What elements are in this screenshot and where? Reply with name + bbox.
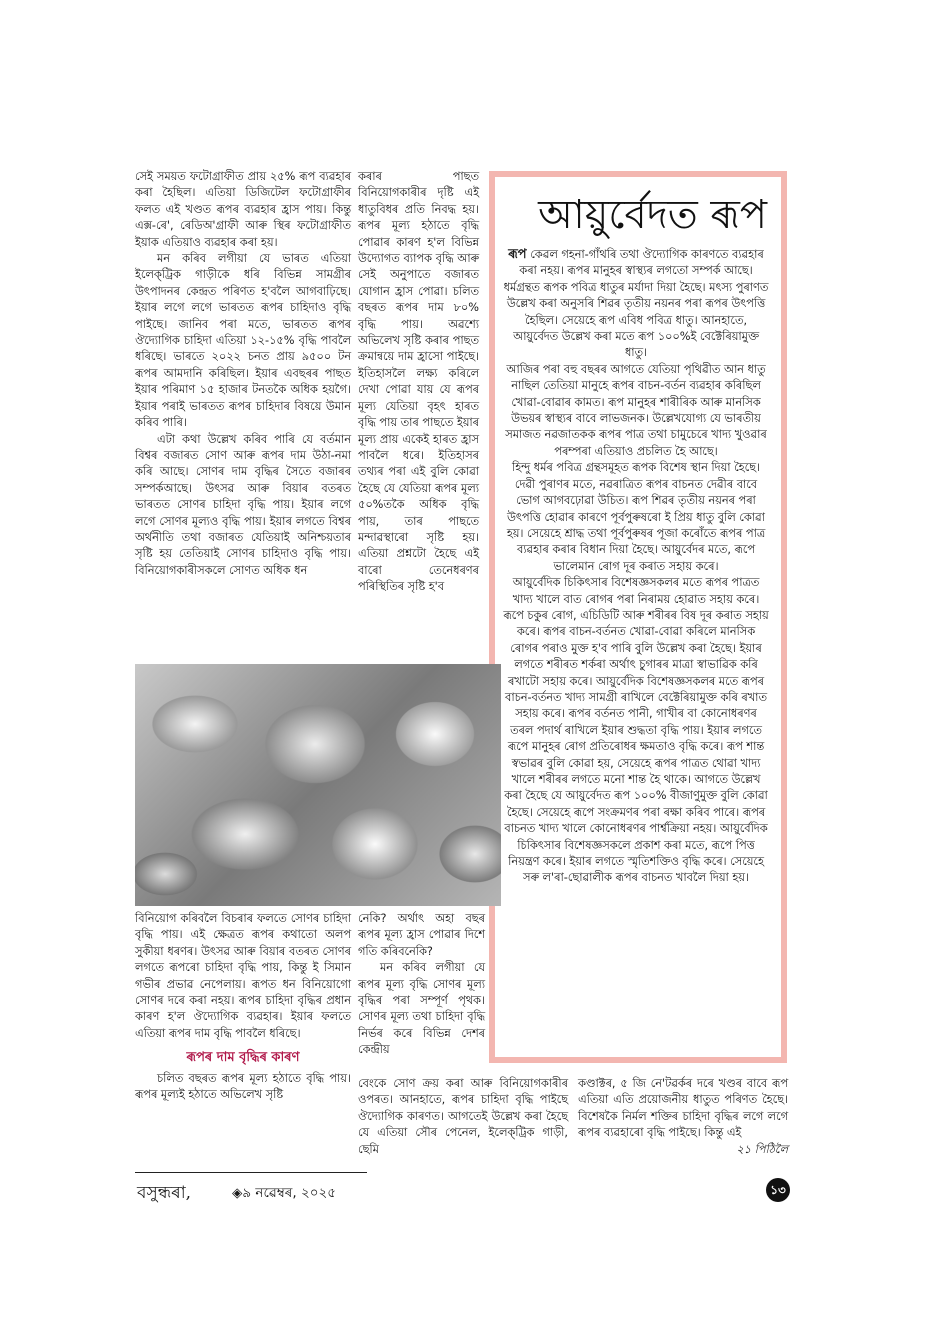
- paragraph: কৰাৰ পাছত বিনিয়োগকাৰীৰ দৃষ্টি এই ধাতুবিধৰ প্ৰতি নিবদ্ধ হয়। ৰূপৰ মূল্য হঠাতে বৃদ্ধি পোৱাৰ কাৰণ হ'ল বিভিন্ন উদ্যোগত ব্যাপক বৃদ্ধি আৰু সেই অনুপাতে বজাৰত যোগান হ্ৰাস পোৱা। চলিত বছৰত ৰূপৰ দাম ৮০% বৃদ্ধি পায়। অৱশ্যে অভিলেখ সৃষ্টি কৰাৰ পাছত ক্ৰমান্বয়ে দাম হ্ৰাসো পাইছে। ইতিহাসলৈ লক্ষ্য কৰিলে দেখা পোৱা যায় যে ৰূপৰ মূল্য যেতিয়া বৃহৎ হাৰত বৃদ্ধি পায় তাৰ পাছতে ইয়াৰ মূল্য প্ৰায় একেই হাৰত হ্ৰাস পাবলৈ ধৰে। ইতিহাসৰ তথ্যৰ পৰা এই বুলি কোৱা হৈছে যে যেতিয়া ৰূপৰ মূল্য ৫০%তকৈ অধিক বৃদ্ধি পায়, তাৰ পাছতে মন্দাৱস্থাৰো সৃষ্টি হয়। এতিয়া প্ৰশ্নটো হৈছে এই বাৰো তেনেধৰণৰ পৰিস্থিতিৰ সৃষ্টি হ'ব: [358, 170, 479, 594]
- paragraph: কণ্ডাক্টৰ, ৫ জি নে'টৱৰ্কৰ দৰে খণ্ডৰ বাবে ৰূপ এতিয়া এতি প্ৰয়োজনীয় ধাতুত পৰিণত হৈছে। বিশেষকৈ নিৰ্মল শক্তিৰ চাহিদা বৃদ্ধিৰ লগে লগে ৰূপৰ ব্যৱহাৰো বৃদ্ধি পাইছে। কিন্তু এই ২১ পিঠিলৈ: [578, 1076, 788, 1142]
- paragraph: আজিৰ পৰা বহু বছৰৰ আগতে যেতিয়া পৃথিৱীত আন ধাতু নাছিল তেতিয়া মানুহে ৰূপৰ বাচন-বৰ্তন ব্যৱহাৰ কৰিছিল খোৱা-বোৱাৰ কামত। ৰূপ মানুহৰ শাৰীৰিক আৰু মানসিক উভয়ৰ স্বাস্থ্যৰ বাবে লাভজনক। উল্লেখযোগ্য যে ভাৰতীয় সমাজত নৱজাতকক ৰূপৰ পাত্ৰ তথা চামুচেৰে খাদ্য খুওৱাৰ পৰম্পৰা এতিয়াও প্ৰচলিত হৈ আছে।: [505, 362, 767, 458]
- paragraph: বেংকে সোণ ক্ৰয় কৰা আৰু বিনিয়োগকাৰীৰ ওপৰত। আনহাতে, ৰূপৰ চাহিদা বৃদ্ধি পাইছে ঔদ্যোগিক কাৰণত। আগতেই উল্লেখ কৰা হৈছে যে এতিয়া সৌৰ পেনেল, ইলেক্‌ট্ৰিক গাড়ী, ছেমি: [358, 1077, 568, 1156]
- paragraph: আয়ুৰ্বেদিক চিকিৎসাৰ বিশেষজ্ঞসকলৰ মতে ৰূপৰ পাত্ৰত খাদ্য খালে বাত ৰোগৰ পৰা নিৰাময় হোৱাত সহায় কৰে। ৰূপে চকুৰ ৰোগ, এচিডিটি আৰু শৰীৰৰ বিষ দূৰ কৰাত সহায় কৰে। ৰূপৰ বাচন-বৰ্তনত খোৱা-বোৱা কৰিলে মানসিক ৰোগৰ পৰাও মুক্ত হ'ব পাৰি বুলি উল্লেখ কৰা হৈছে। ইয়াৰ লগতে শৰীৰত শৰ্কৰা অৰ্থাৎ চুগাৰৰ মাত্ৰা স্বাভাৱিক কৰি ৰখাটো সহায় কৰে। আয়ুৰ্বেদিক বিশেষজ্ঞসকলৰ মতে ৰূপৰ বাচন-বৰ্তনত খাদ্য সামগ্ৰী ৰাখিলে বেক্টেৰিয়ামুক্ত কৰি ৰখাত সহায় কৰে। ৰূপৰ বৰ্তনত পানী, গাখীৰ বা কোনোধৰণৰ তৰল পদাৰ্থ ৰাখিলে ইয়াৰ শুদ্ধতা বৃদ্ধি পায়। ইয়াৰ লগতে ৰূপে মানুহৰ ৰোগ প্ৰতিৰোধৰ ক্ষমতাও বৃদ্ধি কৰে। ৰূপ শান্ত স্বভাৱৰ বুলি কোৱা হয়, সেয়েহে ৰূপৰ পাত্ৰত থোৱা খাদ্য খালে শৰীৰৰ লগতে মনো শান্ত হৈ থাকে। আগতে উল্লেখ কৰা হৈছে যে আয়ুৰ্বেদত ৰূপ ১০০% বীজাণুমুক্ত বুলি কোৱা হৈছে। সেয়েহে ৰূপে সংক্ৰমণৰ পৰা ৰক্ষা কৰিব পাৰে। ৰূপৰ বাচনত খাদ্য খালে কোনোধৰণৰ পাৰ্শ্বক্ৰিয়া নহয়। আয়ুৰ্বেদিক চিকিৎসাৰ বিশেষজ্ঞসকলে প্ৰকাশ কৰা মতে, ৰূপে পিত্ত নিয়ন্ত্ৰণ কৰে। ইয়াৰ লগতে স্মৃতিশক্তিও বৃদ্ধি কৰে। সেয়েহে সৰু ল'ৰা-ছোৱালীক ৰূপৰ বাচনত খাবলৈ দিয়া হয়।: [503, 576, 769, 885]
- sidebar-title: আয়ুৰ্বেদত ৰূপ: [538, 192, 767, 238]
- subheading: ৰূপৰ দাম বৃদ্ধিৰ কাৰণ: [186, 1050, 300, 1066]
- page-number: ১৩: [766, 1178, 790, 1202]
- paragraph: হিন্দু ধৰ্মৰ পবিত্ৰ গ্ৰন্থসমূহত ৰূপক বিশেষ স্থান দিয়া হৈছে। দেৱী পুৰাণৰ মতে, নৱৰাত্ৰিত ৰূপৰ বাচনত দেৱীৰ বাবে ভোগ আগবঢ়োৱা উচিত। ৰূপ শিৱৰ তৃতীয় নয়নৰ পৰা উৎপত্তি হোৱাৰ কাৰণে পূৰ্বপুৰুষৰো ই প্ৰিয় ধাতু বুলি কোৱা হয়। সেয়েহে শ্ৰাদ্ধ তথা পূৰ্বপুৰুষৰ পূজা কৰোঁতে ৰূপৰ পাত্ৰ ব্যৱহাৰ কৰাৰ বিধান দিয়া হৈছে। আয়ুৰ্বেদৰ মতে, ৰূপে ভালেমান ৰোগ দূৰ কৰাত সহায় কৰে।: [506, 461, 766, 573]
- article-bottom-column-2: [358, 911, 485, 1059]
- paragraph: মন কৰিব লগীয়া যে ৰূপৰ মূল্য বৃদ্ধি সোণৰ মূল্য বৃদ্ধিৰ পৰা সম্পূৰ্ণ পৃথক। সোণৰ মূল্য তথা চাহিদা বৃদ্ধি নিৰ্ভৰ কৰে বিভিন্ন দেশৰ কেন্দ্ৰীয়: [358, 961, 485, 1057]
- paragraph: নেকি? অৰ্থাৎ অহা বছৰ ৰূপৰ মূল্য হ্ৰাস পোৱাৰ দিশে গতি কৰিবনেকি?: [358, 912, 485, 958]
- article-bottom-column-3: [578, 1076, 788, 1158]
- issue-date: ◈৯ নৱেম্বৰ, ২০২৫: [232, 1185, 337, 1201]
- paragraph: ৰূপ কেৱল গহনা-গাঁথৰি তথা ঔদ্যোগিক কাৰণতে ব্যৱহাৰ কৰা নহয়। ৰূপৰ মানুহৰ স্বাস্থ্যৰ লগতো সম্পৰ্ক আছে। ধৰ্মগ্ৰন্থত ৰূপক পবিত্ৰ ধাতুৰ মৰ্যাদা দিয়া হৈছে। মৎস্য পুৰাণত উল্লেখ কৰা অনুসৰি শিৱৰ তৃতীয় নয়নৰ পৰা ৰূপৰ উৎপত্তি হৈছিল। সেয়েহে ৰূপ এবিধ পবিত্ৰ ধাতু। আনহাতে, আয়ুৰ্বেদত উল্লেখ কৰা মতে ৰূপ ১০০%ই বেক্টেৰিয়ামুক্ত ধাতু।: [503, 247, 769, 360]
- magazine-name: বসুন্ধৰা,: [137, 1183, 192, 1203]
- article-bottom-column-1: [135, 911, 351, 1103]
- paragraph: এটা কথা উল্লেখ কৰিব পাৰি যে বৰ্তমান বিশ্বৰ বজাৰত সোণ আৰু ৰূপৰ দাম উঠা-নমা কৰি আছে। সোণৰ দাম বৃদ্ধিৰ সৈতে বজাৰৰ সম্পৰ্কআছে। উৎসৱ আৰু বিয়াৰ বতৰত ভাৰতত সোণৰ চাহিদা বৃদ্ধি পায়। ইয়াৰ লগে লগে সোণৰ মূল্যও বৃদ্ধি পায়। ইয়াৰ লগতে বিশ্বৰ অৰ্থনীতি তথা বজাৰত যেতিয়াই অনিশ্চয়তাৰ সৃষ্টি হয় তেতিয়াই সোণৰ চাহিদাও বৃদ্ধি পায়। বিনিয়োগকাৰীসকলে সোণত অধিক ধন: [135, 432, 351, 577]
- silver-nuggets-photo: [135, 664, 501, 906]
- article-bottom-column-2-wide: [358, 1076, 568, 1158]
- paragraph: বিনিয়োগ কৰিবলৈ বিচৰাৰ ফলতে সোণৰ চাহিদা বৃদ্ধি পায়। এই ক্ষেত্ৰত ৰূপৰ কথাতো অলপ সুকীয়া ধৰণৰ। উৎসৱ আৰু বিয়াৰ বতৰত সোণৰ লগতে ৰূপৰো চাহিদা বৃদ্ধি পায়, কিন্তু ই সিমান গভীৰ প্ৰভাৱ নেপেলায়। ৰূপত ধন বিনিয়োগো সোণৰ দৰে কৰা নহয়। ৰূপৰ চাহিদা বৃদ্ধিৰ প্ৰধান কাৰণ হ'ল ঔদ্যোগিক ব্যৱহাৰ। ইয়াৰ ফলতে এতিয়া ৰূপৰ দাম বৃদ্ধি পাবলৈ ধৰিছে।: [135, 912, 351, 1040]
- paragraph: মন কৰিব লগীয়া যে ভাৰত এতিয়া ইলেক্‌ট্ৰিক গাড়ীকে ধৰি বিভিন্ন সামগ্ৰীৰ উৎপাদনৰ কেন্দ্ৰত পৰিণত হ'বলৈ আগবাঢ়িছে। ইয়াৰ লগে লগে ভাৰতত ৰূপৰ চাহিদাও বৃদ্ধি পাইছে। জানিব পৰা মতে, ভাৰতত ৰূপৰ ঔদ্যোগিক চাহিদা এতিয়া ১২-১৫% বৃদ্ধি পাবলৈ ধৰিছে। ভাৰতে ২০২২ চনত প্ৰায় ৯৫০০ টন ৰূপৰ আমদানি কৰিছিল। ইয়াৰ এবছৰৰ পাছত ইয়াৰ পৰিমাণ ১৫ হাজাৰ টনতকৈ অধিক হয়গৈ। ইয়াৰ পৰাই ভাৰতত ৰূপৰ চাহিদাৰ বিষয়ে উমান কৰিব পাৰি।: [135, 252, 351, 430]
- sidebar-body: [503, 247, 769, 887]
- lead-word: ৰূপ: [508, 247, 527, 262]
- article-column-2: [358, 169, 479, 596]
- sidebar-box-ayurveda: [489, 171, 787, 1063]
- footer-divider: [135, 1172, 367, 1173]
- paragraph: চলিত বছৰত ৰূপৰ মূল্য হঠাতে বৃদ্ধি পায়। ৰূপৰ মূল্যই হঠাতে অভিলেখ সৃষ্টি: [135, 1071, 351, 1102]
- paragraph: সেই সময়ত ফটোগ্ৰাফীত প্ৰায় ২৫% ৰূপ ব্যৱহাৰ কৰা হৈছিল। এতিয়া ডিজিটেল ফটোগ্ৰাফীৰ ফলত এই খণ্ডত ৰূপৰ ব্যৱহাৰ হ্ৰাস পায়। কিন্তু এক্স-ৰে', ৰেডিঅ'গ্ৰাফী আৰু স্থিৰ ফটোগ্ৰাফীত ইয়াক এতিয়াও ব্যৱহাৰ কৰা হয়।: [135, 170, 351, 249]
- continued-on-page: ২১ পিঠিলৈ: [736, 1142, 788, 1156]
- article-column-1: [135, 169, 351, 579]
